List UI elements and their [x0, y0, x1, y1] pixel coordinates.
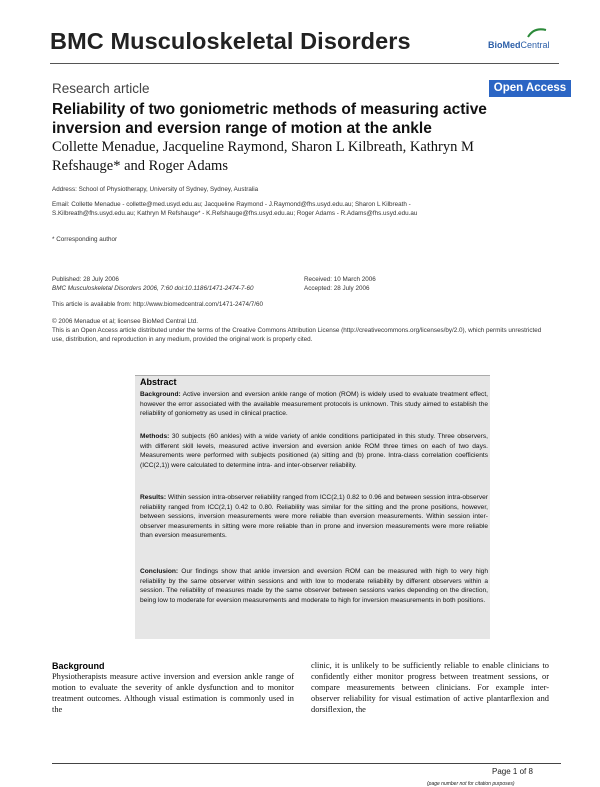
abstract-results-label: Results:: [140, 494, 167, 501]
page-number: Page 1 of 8: [492, 767, 533, 776]
copyright: © 2006 Menadue et al; licensee BioMed Central Ltd.: [52, 318, 199, 325]
corresponding-note: * Corresponding author: [52, 236, 118, 243]
abstract-conclusion: [140, 567, 488, 605]
abstract-methods: [140, 432, 488, 470]
abstract-results-text: Within session intra-observer reliability ranged from ICC(2,1) 0.82 to 0.96 and between session intra-observer reliability ranged from ICC(2,1) 0.42 to 0.80. Reliability was similar for the sitting and the prone positions, however, between sessions, inversion measurements were more reliable than eversion measurements. Within session inter-observer measurements in sitting were more reliable than in prone and inversion measurements were more reliable than eversion measurements.: [140, 494, 488, 540]
abstract-heading: Abstract: [140, 377, 177, 387]
body-column-left: Physiotherapists measure active inversion and eversion ankle range of motion to evaluate the severity of ankle dysfunction and to monitor treatment outcomes. Although visual estimation is commonly used in the: [52, 672, 294, 714]
published-date: Published: 28 July 2006: [52, 276, 119, 283]
author-emails: Email: Collette Menadue - collette@med.usyd.edu.au; Jacqueline Raymond - J.Raymond@fhs.usyd.edu.au; Sharon L Kilbreath - S.Kilbreath@fhs.usyd.edu.au; Kathryn M Refshauge* - K.Refshauge@fhs.usyd.edu.au; Roger Adams - R.Adams@fhs.usyd.edu.au: [52, 201, 418, 217]
license-text: This is an Open Access article distributed under the terms of the Creative Commons Attribution License (http://creativecommons.org/licenses/by/2.0), which permits unrestricted use, distribution, and reproduction in any medium, provided the original work is properly cited.: [52, 327, 542, 343]
author-list: Collette Menadue, Jacqueline Raymond, Sharon L Kilbreath, Kathryn M Refshauge* and Roger Adams: [52, 139, 474, 174]
paper-title: Reliability of two goniometric methods of measuring active inversion and eversion range of motion at the ankle: [52, 101, 487, 137]
abstract-conclusion-text: Our findings show that ankle inversion and eversion ROM can be measured with high to very high reliability by the same observer within sessions and with low to moderate reliability by different observers within a session. The reliability of measures made by the same observer between sessions varies depending on the direction, being low to moderate for eversion measurements and moderate to high for inversion measurements in both positions.: [140, 568, 488, 604]
publisher-name-rest: Central: [520, 40, 550, 50]
journal-title: BMC Musculoskeletal Disorders: [50, 28, 411, 54]
article-url[interactable]: This article is available from: http://www.biomedcentral.com/1471-2474/7/60: [52, 301, 264, 308]
abstract-background-text: Active inversion and eversion ankle range of motion (ROM) is widely used to evaluate treatment effect, however the error associated with the available measurement protocols is unknown. This study aimed to establish the reliability of goniometry as used in clinical practice.: [140, 391, 488, 418]
header-divider: [50, 63, 559, 64]
abstract-conclusion-label: Conclusion:: [140, 568, 179, 575]
article-type: Research article: [52, 81, 150, 96]
abstract-methods-label: Methods:: [140, 433, 170, 440]
publisher-name-bold: BioMed: [488, 40, 521, 50]
citation: BMC Musculoskeletal Disorders 2006, 7:60 doi:10.1186/1471-2474-7-60: [52, 285, 254, 292]
footer-divider: [52, 763, 561, 764]
publisher-logo: [488, 33, 558, 55]
page-number-note: (page number not for citation purposes): [427, 781, 515, 787]
abstract-background-label: Background:: [140, 391, 181, 398]
received-date: Received: 10 March 2006: [304, 276, 376, 283]
section-heading-background: Background: [52, 661, 105, 671]
open-access-badge: Open Access: [489, 80, 571, 97]
abstract-methods-text: 30 subjects (60 ankles) with a wide variety of ankle conditions participated in this study. Three observers, with different skill levels, measured active inversion and eversion ankle ROM three times on each of two days. Measurements were performed with subjects positioned (a) sitting and (b) prone. Intra-class correlation coefficients (ICC(2,1)) were calculated to determine intra- and inter-observer reliability.: [140, 433, 488, 469]
publisher-swoosh-icon: [526, 27, 548, 39]
author-address: Address: School of Physiotherapy, University of Sydney, Sydney, Australia: [52, 186, 259, 193]
accepted-date: Accepted: 28 July 2006: [304, 285, 370, 292]
abstract-results: [140, 493, 488, 541]
body-column-right: clinic, it is unlikely to be sufficiently reliable to enable clinicians to confidently either monitor progress between treatment sessions, or compare measurements between clinicians. For example inter-observer reliability for visual estimation of active plantarflexion and dorsiflexion, the: [311, 661, 549, 714]
abstract-background: [140, 390, 488, 419]
